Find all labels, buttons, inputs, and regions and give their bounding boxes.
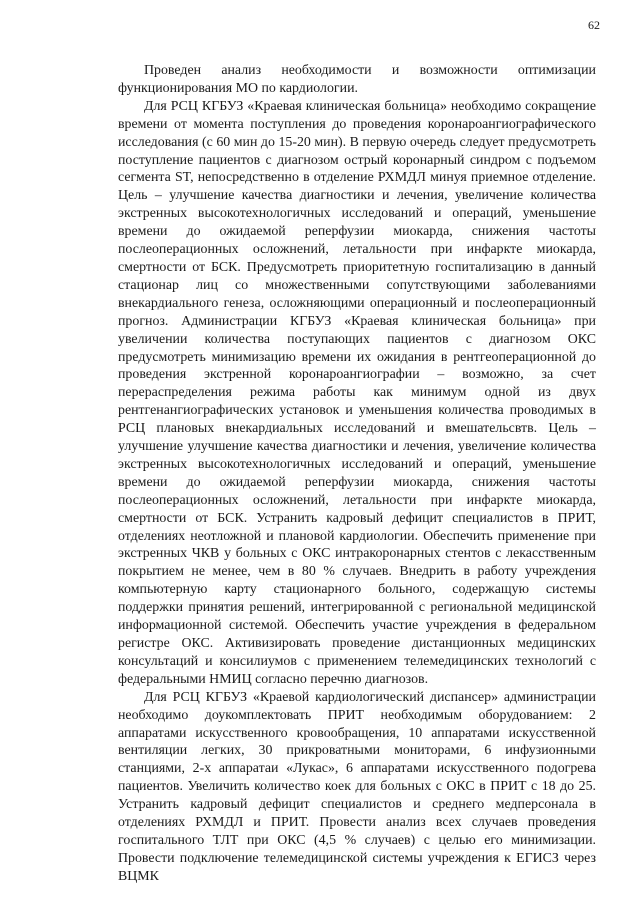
body-text xyxy=(118,62,596,886)
page-number: 62 xyxy=(588,18,600,32)
paragraph-analysis: Проведен анализ необходимости и возможности оптимизации функционирования МО по кардиологии. xyxy=(118,63,596,96)
paragraph-regional-clinical-hospital: Для РСЦ КГБУЗ «Краевая клиническая больница» необходимо сокращение времени от момента поступления до проведения коронароангиографического исследования (с 60 мин до 15-20 мин). В первую очередь следует предусмотреть поступление пациентов с диагнозом острый коронарный синдром с подъемом сегмента ST, непосредственно в отделение РХМДЛ минуя приемное отделение. Цель – улучшение качества диагностики и лечения, увеличение количества экстренных высокотехнологичных исследований и операций, уменьшение времени до ожидаемой реперфузии миокарда, снижения частоты послеоперационных осложнений, летальности при инфаркте миокарда, смертности от БСК. Предусмотреть приоритетную госпитализацию в данный стационар лиц со множественными сопутствующими заболеваниями внекардиального генеза, осложняющими операционный и послеоперационный прогноз. Администрации КГБУЗ «Краевая клиническая больница» при увеличении количества поступающих пациентов с диагнозом ОКС предусмотреть минимизацию времени их ожидания в рентгеоперационной до проведения экстренной коронароангиографии – возможно, за счет перераспределения режима работы как минимум одной из двух рентгенангиографических установок и уменьшения количества проводимых в РСЦ плановых внекардиальных исследований и вмешательсвтв. Цель – улучшение улучшение качества диагностики и лечения, увеличение количества экстренных высокотехнологичных исследований и операций, уменьшение времени до ожидаемой реперфузии миокарда, снижения частоты послеоперационных осложнений, летальности при инфаркте миокарда, смертности от БСК. Устранить кадровый дефицит специалистов в ПРИТ, отделениях неотложной и плановой кардиологии. Обеспечить применение при экстренных ЧКВ у больных с ОКС интракоронарных стентов с лекасственным покрытием не менее, чем в 80 % случаев. Внедрить в работу учреждения компьютерную карту стационарного больного, содержащую системы поддержки принятия решений, интегрированной с региональной медицинской информационной системой. Обеспечить участие учреждения в федеральном регистре ОКС. Активизировать проведение дистанционных медицинских консультаций и консилиумов с применением телемедицинских технологий с федеральными НМИЦ согласно перечню диагнозов. xyxy=(118,98,596,687)
paragraph-cardiology-dispensary: Для РСЦ КГБУЗ «Краевой кардиологический диспансер» администрации необходимо доукомплектовать ПРИТ необходимым оборудованием: 2 аппаратами искусственного кровообращения, 10 аппаратами искусственной вентиляции легких, 30 прикроватными мониторами, 6 инфузионными станциями, 2-х аппаратаи «Лукас», 6 аппаратами искусственного подогрева пациентов. Увеличить количество коек для больных с ОКС в ПРИТ с 18 до 25. Устранить кадровый дефицит специалистов и среднего медперсонала в отделениях РХМДЛ и ПРИТ. Провести анализ всех случаев проведения госпитального ТЛТ при ОКС (4,5 % случаев) с целью его минимизации. Провести подключение телемедицинской системы учреждения к ЕГИСЗ через ВЦМК xyxy=(118,689,596,884)
